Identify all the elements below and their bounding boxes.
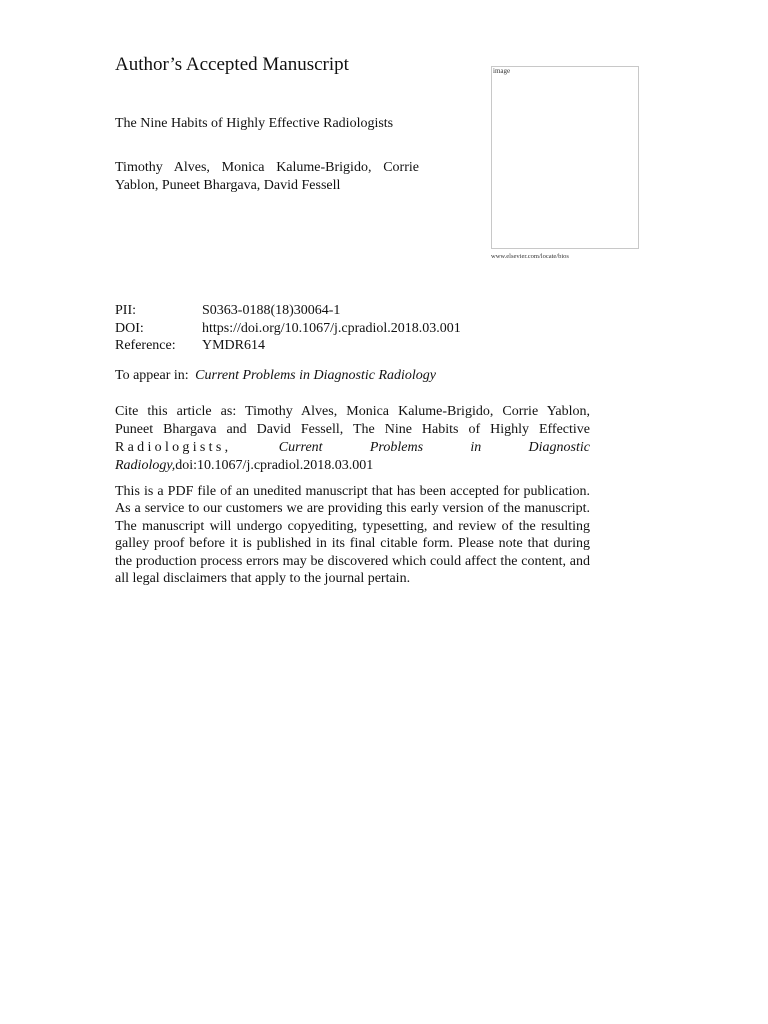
pii-label: PII:	[115, 303, 136, 318]
journal-cover-image	[491, 66, 639, 249]
doi-link[interactable]: https://doi.org/10.1067/j.cpradiol.2018.03.001	[202, 321, 461, 336]
citation-journal-end: Radiology,	[115, 458, 176, 473]
cover-image-label: image	[493, 67, 511, 75]
reference-value: YMDR614	[202, 338, 266, 353]
manuscript-header: Author’s Accepted Manuscript	[115, 54, 349, 75]
citation-line: Cite this article as: Timothy Alves, Monica Kalume-Brigido, Corrie Yablon,	[115, 404, 590, 419]
article-title: The Nine Habits of Highly Effective Radiologists	[115, 116, 394, 131]
citation-journal-word: Current	[278, 440, 323, 455]
citation-line	[115, 457, 590, 475]
disclaimer-paragraph: This is a PDF file of an unedited manuscript that has been accepted for publication. As a service to our customers we are providing this early version of the manuscript. The manuscript will undergo copyediting, typesetting, and review of the resulting galley proof before it is published in its final citable form. Please note that during the production process errors may be discovered which could affect the content, and all legal disclaimers that apply to the journal pertain.	[115, 484, 590, 587]
journal-url-link[interactable]: www.elsevier.com/locate/bios	[491, 253, 569, 260]
citation-journal-word: in	[470, 440, 482, 455]
appear-label: To appear in:	[115, 368, 189, 383]
citation-line	[115, 439, 590, 457]
citation-journal-word: Problems	[369, 440, 424, 455]
citation-doi: doi:10.1067/j.cpradiol.2018.03.001	[175, 458, 374, 473]
author-list: Timothy Alves, Monica Kalume-Brigido, Corrie Yablon, Puneet Bhargava, David Fessell	[115, 160, 419, 193]
pii-row	[115, 302, 340, 320]
pii-value: S0363-0188(18)30064-1	[202, 303, 341, 318]
citation-line: Puneet Bhargava and David Fessell, The Nine Habits of Highly Effective	[115, 422, 590, 437]
doi-label: DOI:	[115, 321, 144, 336]
appear-in-line	[115, 368, 436, 384]
doi-row	[115, 320, 461, 338]
citation-block	[115, 403, 590, 475]
citation-journal-word: Diagnostic	[528, 440, 590, 455]
reference-label: Reference:	[115, 338, 176, 353]
reference-row	[115, 337, 265, 355]
citation-title-end: Radiologists,	[115, 440, 232, 455]
journal-name: Current Problems in Diagnostic Radiology	[195, 368, 437, 383]
